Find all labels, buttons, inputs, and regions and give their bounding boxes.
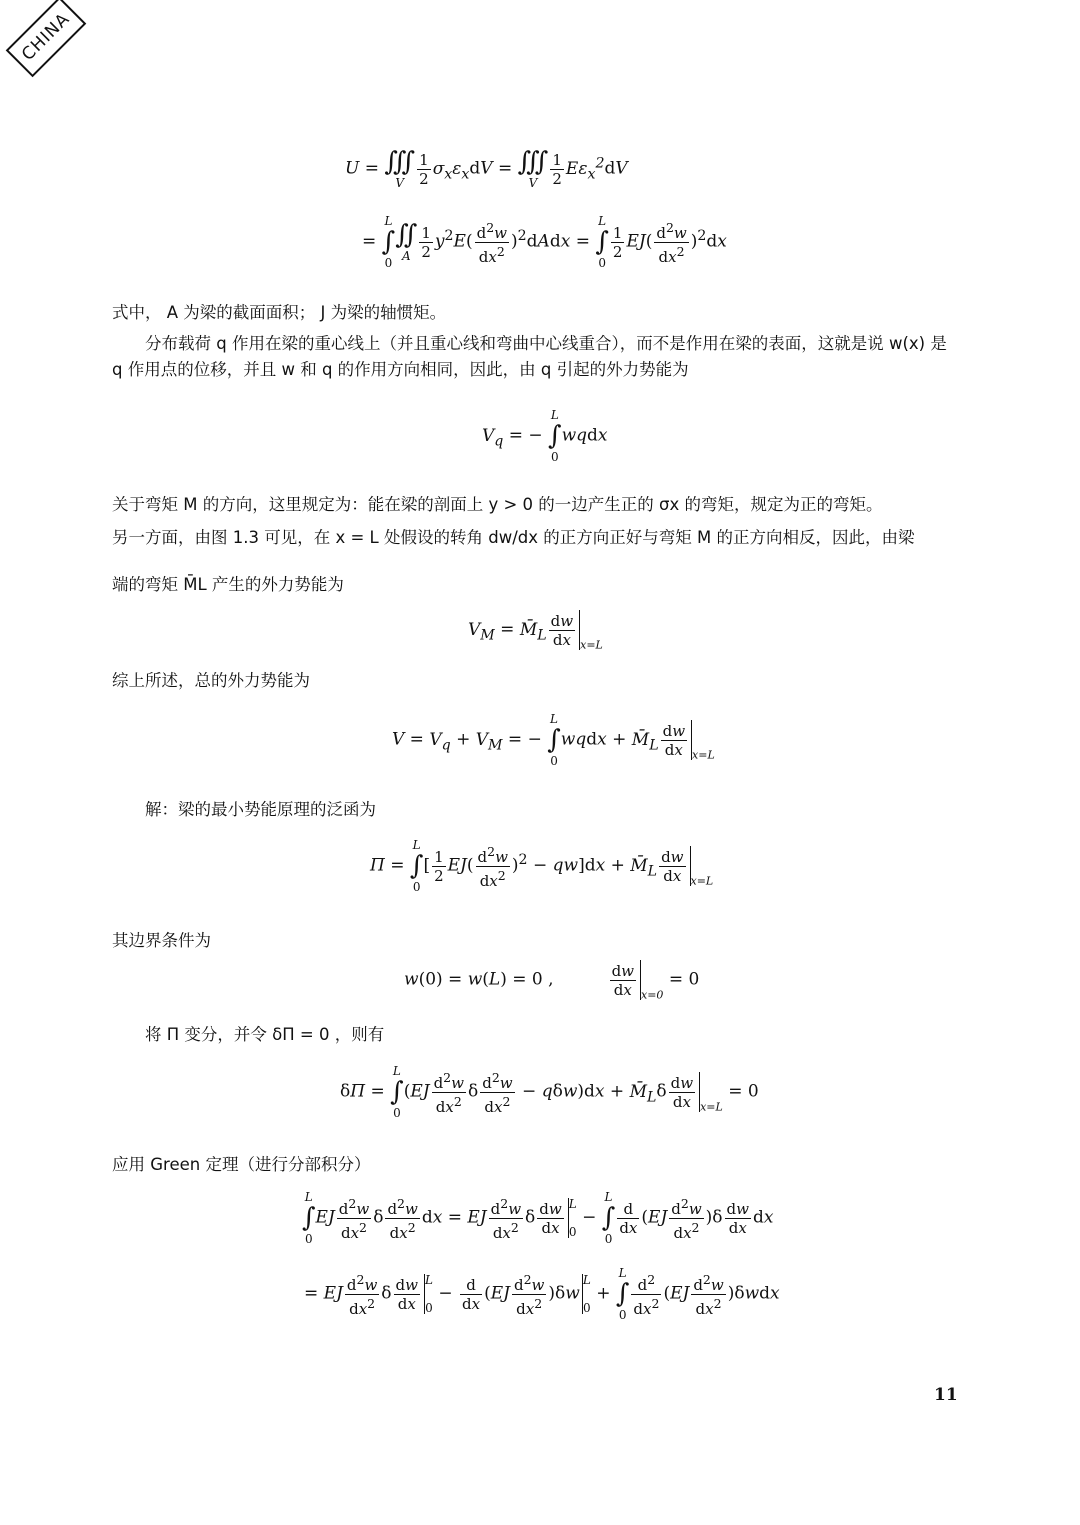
equation-boundary-conditions: w(0) = w(L) = 0 , $\frac{dw}{dx}$ $_{x=0}$ = 0 [404,961,700,1002]
paragraph-moment-direction: 关于弯矩 M 的方向，这里规定为：能在梁的剖面上 y > 0 的一边产生正的 σx 的弯矩，规定为正的弯矩。 [112,495,883,514]
page-number: 11 [934,1385,958,1405]
paragraph-end-moment: 端的弯矩 M̄L 产生的外力势能为 [112,575,344,594]
equation-vm: $V_M$ = $M̄_L$ $\frac{dw}{dx}$ $_{x=L}$ [468,611,603,652]
equation-green-line1: L ∫ 0EJ $\frac{d^2w}{dx^2}$ δ $\frac{d^2w}{dx^2}$ dx = EJ $\frac{d^2w}{dx^2}$ δ $\frac{dw}{dx}$ L 0 − L ∫ 0 $\frac{d}{dx}$ (EJ $\frac{d^2w}{dx^2}$ )δ $\frac{dw}{dx}$ dx [302,1190,774,1246]
paragraph-summary: 综上所述，总的外力势能为 [112,671,310,690]
equation-v-total: $V = V_q + V_M$ = − L ∫ 0wqdx + $M̄_L$ $\frac{dw}{dx}$ $_{x=L}$ [392,712,715,768]
paragraph-definitions: 式中， A 为梁的截面面积； J 为梁的轴惯矩。 [112,303,447,322]
paragraph-rotation: 另一方面，由图 1.3 可见，在 x = L 处假设的转角 dw/dx 的正方向正好与弯矩 M 的正方向相反，因此，由梁 [112,528,915,547]
paragraph-green: 应用 Green 定理（进行分部积分） [112,1155,371,1174]
china-stamp [6,0,87,77]
equation-strain-energy-line1: U = ∭ V $\frac{1}{2}$ $\sigma_x\varepsilon_xdV$ = ∭ V $\frac{1}{2}$ $E\varepsilon_x^2dV$ [345,147,628,190]
equation-variation: δΠ = L ∫ 0(EJ $\frac{d^2w}{dx^2}$ δ $\frac{d^2w}{dx^2}$ − $q\delta w)dx + M̄_L\delta$ $\frac{dw}{dx}$ $_{x=L}$ = 0 [340,1064,759,1120]
equation-functional: Π = L ∫ 0[ $\frac{1}{2}$ EJ( $\frac{d^2w}{dx^2}$ )$^2 - qw]dx + M̄_L$ $\frac{dw}{dx}$ $_{x=L}$ [370,838,714,894]
equation-green-line2: = EJ $\frac{d^2w}{dx^2}$ δ $\frac{dw}{dx}$ L 0 − $\frac{d}{dx}$ (EJ $\frac{d^2w}{dx^2}$ )δwL 0 + L ∫ 0 $\frac{d^2}{dx^2}$ (EJ $\frac{d^2w}{dx^2}$ )δwdx [304,1266,780,1322]
paragraph-boundary: 其边界条件为 [112,931,211,950]
paragraph-solution: 解：梁的最小势能原理的泛函为 [145,800,376,819]
paragraph-variation: 将 Π 变分，并令 δΠ = 0 ，则有 [145,1025,385,1044]
paragraph-distributed-load: 分布载荷 q 作用在梁的重心线上（并且重心线和弯曲中心线重合），而不是作用在梁的表面，这就是说 w(x) 是 q 作用点的位移，并且 w 和 q 的作用方向相同，因此，由 q 引起的外力势能为 [112,334,947,379]
stamp-text: CHINA [6,0,87,77]
equation-strain-energy-line2: = L ∫ 0 ∬ A $\frac{1}{2}$ $y^2E$( $\frac{d^2w}{dx^2}$ )$^2$dAdx = L ∫ 0 $\frac{1}{2}$ EJ( $\frac{d^2w}{dx^2}$ )$^2$dx [362,214,727,270]
equation-vq: $V_q$ = − L ∫ 0wqdx [482,408,608,464]
